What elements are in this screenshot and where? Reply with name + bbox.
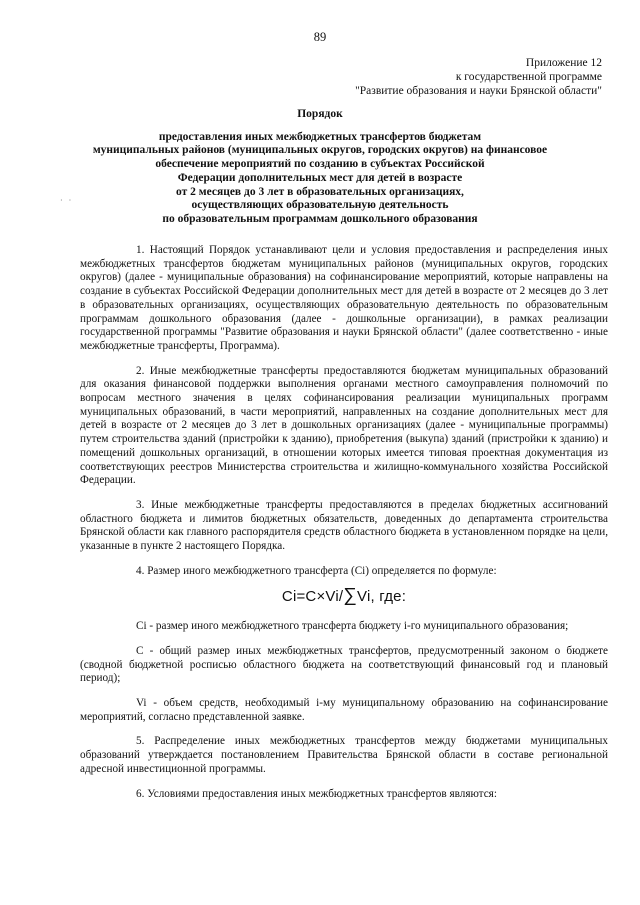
formula-left: Ci=C×Vi/ bbox=[281, 588, 344, 606]
appendix-header bbox=[355, 56, 602, 98]
appendix-line-2: к государственной программе bbox=[455, 71, 602, 83]
paragraph-4: 4. Размер иного межбюджетного трансферта (Ci) определяется по формуле: bbox=[136, 564, 497, 577]
title-line: предоставления иных межбюджетных трансфертов бюджетам bbox=[158, 130, 482, 143]
formula-right: Vi, где: bbox=[357, 588, 407, 606]
appendix-line-3: "Развитие образования и науки Брянской области" bbox=[355, 85, 602, 97]
title-line: от 2 месяцев до 3 лет в образовательных организациях, bbox=[176, 185, 464, 198]
paragraph-3: 3. Иные межбюджетные трансферты предоставляются в пределах бюджетных ассигнований областного бюджета и лимитов бюджетных обязательств, доведенных до департамента строительства Брянской области как главного распорядителя средств областного бюджета в установленном порядке на цели, указанные в пункте 2 настоящего Порядка. bbox=[80, 498, 608, 553]
formula bbox=[80, 585, 608, 607]
definition-ci: Ci - размер иного межбюджетного трансферта бюджету i-го муниципального образования; bbox=[136, 620, 569, 633]
paragraph-1: 1. Настоящий Порядок устанавливают цели и условия предоставления и распределения иных межбюджетных трансфертов бюджетам муниципальных районов (муниципальных округов, городских округов) (далее - муниципальные образования) на софинансирование мероприятий, которые направлены на создание в субъектах Российской Федерации дополнительных мест для детей в возрасте от 2 месяцев до 3 лет в образовательных организациях, осуществляющих образовательную деятельность по образовательным программам дошкольного образования (далее - дошкольные организации), в рамках реализации государственной программы "Развитие образования и науки Брянской области" (далее соответственно - иные межбюджетные трансферты, Программа). bbox=[80, 244, 608, 352]
page-number: 89 bbox=[313, 30, 327, 44]
definition-c: С - общий размер иных межбюджетных трансфертов, предусмотренный законом о бюджете (сводной бюджетной росписью областного бюджета на соответствующий финансовый год и плановый период); bbox=[80, 644, 608, 685]
title-line: муниципальных районов (муниципальных округов, городских округов) на финансовое bbox=[92, 144, 548, 157]
title-heading: Порядок bbox=[297, 108, 343, 120]
paragraph-2: 2. Иные межбюджетные трансферты предоставляются бюджетам муниципальных образований для оказания финансовой поддержки выполнения органами местного самоуправления полномочий по вопросам местного значения в целях софинансирования реализации муниципальных программ муниципальных образований, в части мероприятий, направленных на создание дополнительных мест для детей в возрасте от 2 месяцев до 3 лет в дошкольных организациях (далее - муниципальные программы) путем строительства зданий (пристройки к зданию), приобретения (выкупа) зданий (пристройки к зданию) и помещений дошкольных организаций, в отношении которых имеется типовая проектная документация из соответствующих реестров Министерства строительства и жилищно-коммунального хозяйства Российской Федерации. bbox=[80, 364, 608, 487]
paragraph-6: 6. Условиями предоставления иных межбюджетных трансфертов являются: bbox=[136, 787, 497, 800]
title-line: обеспечение мероприятий по созданию в субъектах Российской bbox=[155, 158, 485, 171]
definition-vi: Vi - объем средств, необходимый i-му муниципальному образованию на софинансирование мероприятий, согласно представленной заявке. bbox=[80, 696, 608, 723]
title-line: по образовательным программам дошкольного образования bbox=[162, 212, 478, 225]
sum-symbol: ∑ bbox=[343, 585, 358, 607]
title-line: Федерации дополнительных мест для детей в возрасте bbox=[177, 171, 463, 184]
appendix-line-1: Приложение 12 bbox=[525, 57, 602, 69]
scan-mark: · · bbox=[60, 196, 74, 205]
document-body bbox=[80, 244, 608, 812]
paragraph-5: 5. Распределение иных межбюджетных трансфертов между бюджетами муниципальных образований утверждается постановлением Правительства Брянской области в составе региональной адресной инвестиционной программы. bbox=[80, 735, 608, 775]
title-line: осуществляющих образовательную деятельность bbox=[191, 199, 449, 212]
document-title bbox=[90, 108, 550, 227]
